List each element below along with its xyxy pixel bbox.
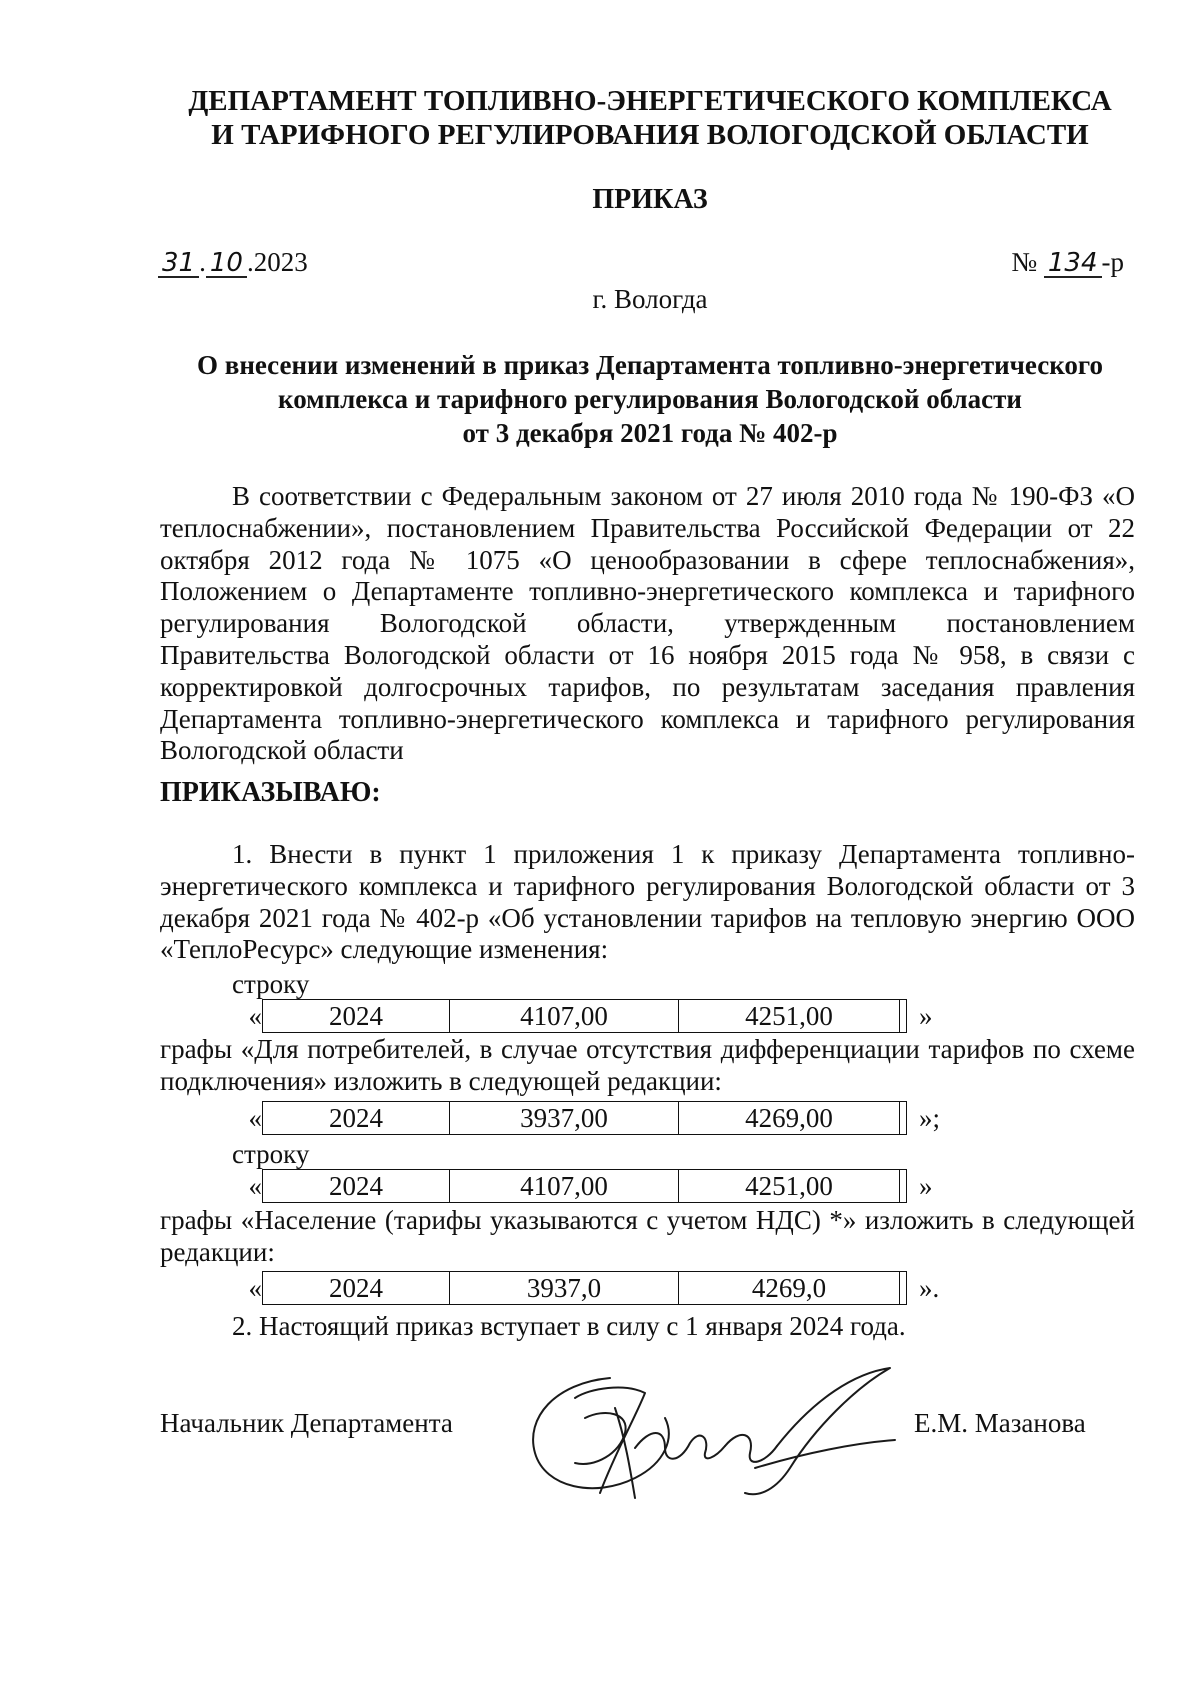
- cell-value-1: 3937,00: [450, 1102, 679, 1134]
- date-year: .2023: [246, 247, 308, 277]
- handwritten-number: 134: [1044, 250, 1102, 278]
- cell-year: 2024: [263, 1000, 450, 1032]
- header-line-2: И ТАРИФНОГО РЕГУЛИРОВАНИЯ ВОЛОГОДСКОЙ ОБЛАСТИ: [211, 119, 1089, 151]
- cell-year: 2024: [263, 1102, 450, 1134]
- signatory-role: Начальник Департамента: [160, 1408, 453, 1438]
- grafy-paragraph-1: графы «Для потребителей, в случае отсутствия дифференциации тарифов по схеме подключения» изложить в следующей редакции:: [160, 1034, 1135, 1096]
- handwritten-signature: [515, 1358, 905, 1508]
- orders-word: ПРИКАЗЫВАЮ:: [160, 777, 381, 808]
- tariff-row-2: [236, 1101, 940, 1135]
- row-close-quote: »;: [919, 1102, 941, 1133]
- number-suffix: -р: [1101, 247, 1124, 277]
- cell-value-2: 4269,00: [679, 1102, 900, 1134]
- tariff-table: [262, 1271, 907, 1305]
- cell-value-2: 4251,00: [679, 1000, 900, 1032]
- tariff-row-3: [236, 1169, 933, 1203]
- row-close-quote: ».: [919, 1272, 940, 1303]
- cell-year: 2024: [263, 1272, 450, 1304]
- date-separator: .: [199, 247, 206, 277]
- row-open-quote: «: [248, 1102, 262, 1133]
- handwritten-day: 31: [158, 250, 199, 278]
- cell-value-2: 4269,0: [679, 1272, 900, 1304]
- row-close-quote: »: [919, 1000, 933, 1031]
- header-line-1: ДЕПАРТАМЕНТ ТОПЛИВНО-ЭНЕРГЕТИЧЕСКОГО КОМПЛЕКСА: [188, 85, 1112, 117]
- tariff-table: [262, 999, 907, 1033]
- preamble-paragraph: В соответствии с Федеральным законом от 27 июля 2010 года № 190-ФЗ «О теплоснабжении», постановлением Правительства Российской Федерации от 22 октября 2012 года № 1075 «О ценообразовании в сфере теплоснабжения», Положением о Департаменте топливно-энергетического комплекса и тарифного регулирования Вологодской области, утвержденным постановлением Правительства Вологодской области от 16 ноября 2015 года № 958, в связи с корректировкой долгосрочных тарифов, по результатам заседания правления Департамента топливно-энергетического комплекса и тарифного регулирования Вологодской области: [160, 481, 1135, 766]
- order-subject: [160, 348, 1140, 450]
- city: г. Вологда: [592, 284, 708, 314]
- cell-empty: [900, 1170, 906, 1202]
- cell-value-1: 3937,0: [450, 1272, 679, 1304]
- department-header: [160, 84, 1140, 152]
- subject-line-1: О внесении изменений в приказ Департамента топливно-энергетического: [196, 350, 1103, 380]
- row-open-quote: «: [248, 1170, 262, 1201]
- tariff-row-4: [236, 1271, 939, 1305]
- cell-empty: [900, 1000, 906, 1032]
- number-prefix: №: [1011, 247, 1044, 277]
- cell-value-2: 4251,00: [679, 1170, 900, 1202]
- cell-value-1: 4107,00: [450, 1170, 679, 1202]
- grafy-paragraph-2: графы «Население (тарифы указываются с учетом НДС) *» изложить в следующей редакции:: [160, 1205, 1135, 1267]
- tariff-table: [262, 1169, 907, 1203]
- subject-line-2: комплекса и тарифного регулирования Вологодской области: [278, 384, 1022, 414]
- row-open-quote: «: [248, 1000, 262, 1031]
- label-stroku-1: строку: [232, 969, 310, 999]
- signatory-name: Е.М. Мазанова: [914, 1408, 1086, 1438]
- item-2-paragraph: 2. Настоящий приказ вступает в силу с 1 января 2024 года.: [232, 1311, 906, 1341]
- cell-empty: [900, 1272, 906, 1304]
- tariff-row-1: [236, 999, 933, 1033]
- tariff-table: [262, 1101, 907, 1135]
- document-type: ПРИКАЗ: [592, 184, 708, 215]
- item-1-paragraph: 1. Внести в пункт 1 приложения 1 к приказу Департамента топливно-энергетического комплекса и тарифного регулирования Вологодской области от 3 декабря 2021 года № 402-р «Об установлении тарифов на тепловую энергию ООО «ТеплоРесурс» следующие изменения:: [160, 839, 1135, 965]
- subject-line-3: от 3 декабря 2021 года № 402-р: [462, 418, 838, 448]
- row-close-quote: »: [919, 1170, 933, 1201]
- row-open-quote: «: [248, 1272, 262, 1303]
- label-stroku-2: строку: [232, 1139, 310, 1169]
- cell-value-1: 4107,00: [450, 1000, 679, 1032]
- cell-year: 2024: [263, 1170, 450, 1202]
- handwritten-month: 10: [206, 250, 247, 278]
- order-number: [1011, 247, 1124, 278]
- cell-empty: [900, 1102, 906, 1134]
- order-date: [158, 247, 308, 278]
